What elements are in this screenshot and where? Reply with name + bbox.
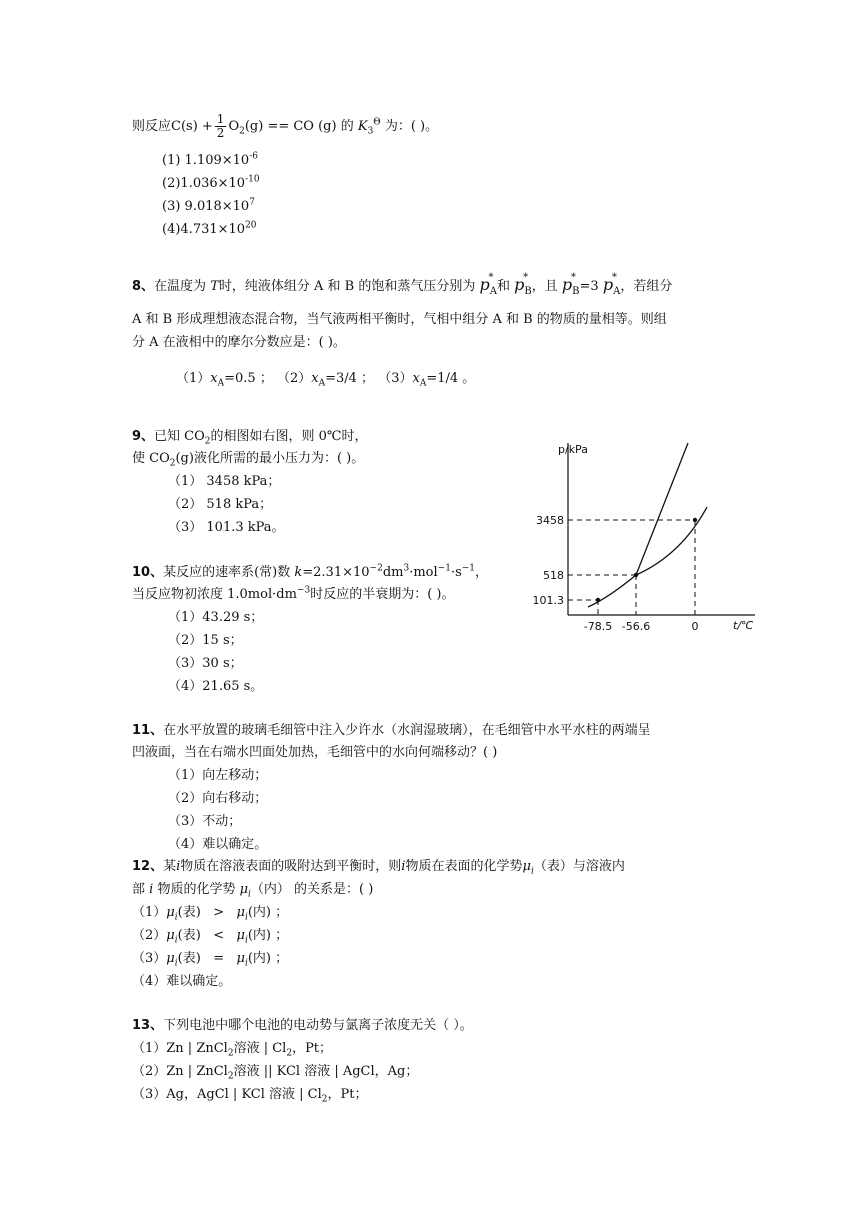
q11-option-4: （4）难以确定。 <box>168 837 268 852</box>
q9-line1: 9、已知 $CO_2$的相图如右图，则 0℃时， <box>132 429 368 447</box>
vaporization-curve <box>636 507 707 575</box>
data-point-2 <box>693 518 697 522</box>
q7-k-sup: Θ <box>373 117 381 128</box>
sublimation-curve <box>588 575 636 607</box>
pA-star-eq: p * $_A$ <box>602 272 621 297</box>
q12-option-1: $(1)\mu_i$(表) > $\mu_i$(内) ； <box>132 905 289 923</box>
q7-stem <box>132 113 438 140</box>
q8-options: $(1)x_A=0.5$ ； $(2)x_A=3/4$ ； $(3)x_A=1/4$ 。 <box>176 371 476 389</box>
data-point-0 <box>596 598 600 602</box>
q7-o2-sub: 2 <box>239 126 245 137</box>
q7-option-3: (3) $9.018\times 10^7$ <box>162 197 255 214</box>
q7-option-4: $(4)4.731\times 10^{20}$ <box>162 220 257 237</box>
y-axis-label: p/kPa <box>558 443 588 456</box>
data-point-1 <box>634 573 638 577</box>
q7-text-d: 为：( )。 <box>384 119 439 134</box>
x-tick-label: 0 <box>691 620 699 633</box>
q10-option-3: （3）30 s； <box>168 656 243 671</box>
x-tick-label: -56.6 <box>621 620 651 633</box>
q9-option-1: （1） 3458 kPa； <box>168 474 281 489</box>
q11-option-2: （2）向右移动； <box>168 791 268 806</box>
q9-option-2: （2） 518 kPa； <box>168 497 273 512</box>
q7-text-c: (g) == CO (g) 的 <box>244 119 354 134</box>
q10-option-2: （2）15 s； <box>168 633 243 648</box>
q9-line2: 使 $CO_2(g)$液化所需的最小压力为：( )。 <box>132 451 365 469</box>
q12-option-3: $(3)\mu_i$(表) = $\mu_i$(内) ； <box>132 951 289 969</box>
q13-option-1: （1）Zn | ZnCl$_2$溶液 | $Cl_2$，Pt； <box>132 1041 333 1059</box>
fusion-line <box>636 443 688 575</box>
x-tick-label: -78.5 <box>583 620 613 633</box>
q13-option-2: （2）Zn | ZnCl$_2$溶液 || KCl 溶液 | AgCl，Ag； <box>132 1064 419 1082</box>
pB-star-eq: p * $_B$ <box>561 272 580 297</box>
q10-line1: 10、某反应的速率系(常)数 $k=2.31\times 10^{-2}dm^3\cdot mol^{-1}\cdot s^{-1}$， <box>132 563 489 580</box>
q12-option-2: $(2)\mu_i$(表) < $\mu_i$(内) ； <box>132 928 289 946</box>
co2-phase-diagram <box>530 435 770 635</box>
q10-option-4: （4）21.65 s。 <box>168 679 264 694</box>
q11-option-3: （3）不动； <box>168 814 242 829</box>
q8-line3: 分 A 在液相中的摩尔分数应是：( )。 <box>132 335 346 350</box>
q8-line2: A 和 B 形成理想液态混合物，当气液两相平衡时，气相中组分 A 和 B 的物质的量相等。则组 <box>132 312 667 327</box>
q7-k-symbol: K <box>357 119 368 134</box>
q12-line2: 部 i 物质的化学势 $\mu_i$（内） 的关系是：( ) <box>132 882 374 900</box>
q7-text-a: 则反应C(s) + <box>132 119 213 134</box>
y-tick-label: 518 <box>543 569 564 582</box>
pA-star: p * $_A$ <box>479 272 497 297</box>
q8-line1: 8、在温度为 T时，纯液体组分 A 和 B 的饱和蒸气压分别为 p * $_A$和 p * $_B$，且 p * $_B$=3 p * $_A$，若组分 <box>132 276 672 301</box>
q7-option-1: (1) $1.109\times 10^{-6}$ <box>162 151 258 168</box>
q10-option-1: （1）43.29 s； <box>168 610 264 625</box>
q11-line2: 凹液面，当在右端水凹面处加热，毛细管中的水向何端移动？( ) <box>132 745 498 760</box>
q7-text-b: O <box>228 119 240 134</box>
q7-fraction <box>215 113 227 140</box>
pB-star: p * $_B$ <box>514 272 532 297</box>
y-tick-label: 3458 <box>536 514 564 527</box>
q7-frac-den: 2 <box>216 126 225 140</box>
q11-line1: 11、在水平放置的玻璃毛细管中注入少许水（水润湿玻璃），在毛细管中水平水柱的两端呈 <box>132 723 651 738</box>
q13-option-3: （3）Ag，AgCl | KCl 溶液 | $Cl_2$，Pt； <box>132 1087 368 1105</box>
q13-line1: 13、下列电池中哪个电池的电动势与氯离子浓度无关（ ）。 <box>132 1018 473 1033</box>
q12-line1: 12、某i物质在溶液表面的吸附达到平衡时，则i物质在表面的化学势$\mu_i$（表）与溶液内 <box>132 859 625 877</box>
q12-option-4: （4）难以确定。 <box>132 974 232 989</box>
q7-frac-num: 1 <box>216 112 225 126</box>
q9-option-3: （3） 101.3 kPa。 <box>168 520 285 535</box>
q7-k-sub: 3 <box>367 126 374 137</box>
q10-line2: 当反应物初浓度 $1.0mol\cdot dm^{-3}$时反应的半衰期为：( )。 <box>132 585 455 602</box>
q7-option-2: $(2)1.036\times 10^{-10}$ <box>162 174 260 191</box>
y-tick-label: 101.3 <box>532 594 564 607</box>
q8-number: 8、 <box>132 279 155 294</box>
q11-option-1: （1）向左移动； <box>168 768 268 783</box>
x-axis-label: t/℃ <box>733 619 754 632</box>
